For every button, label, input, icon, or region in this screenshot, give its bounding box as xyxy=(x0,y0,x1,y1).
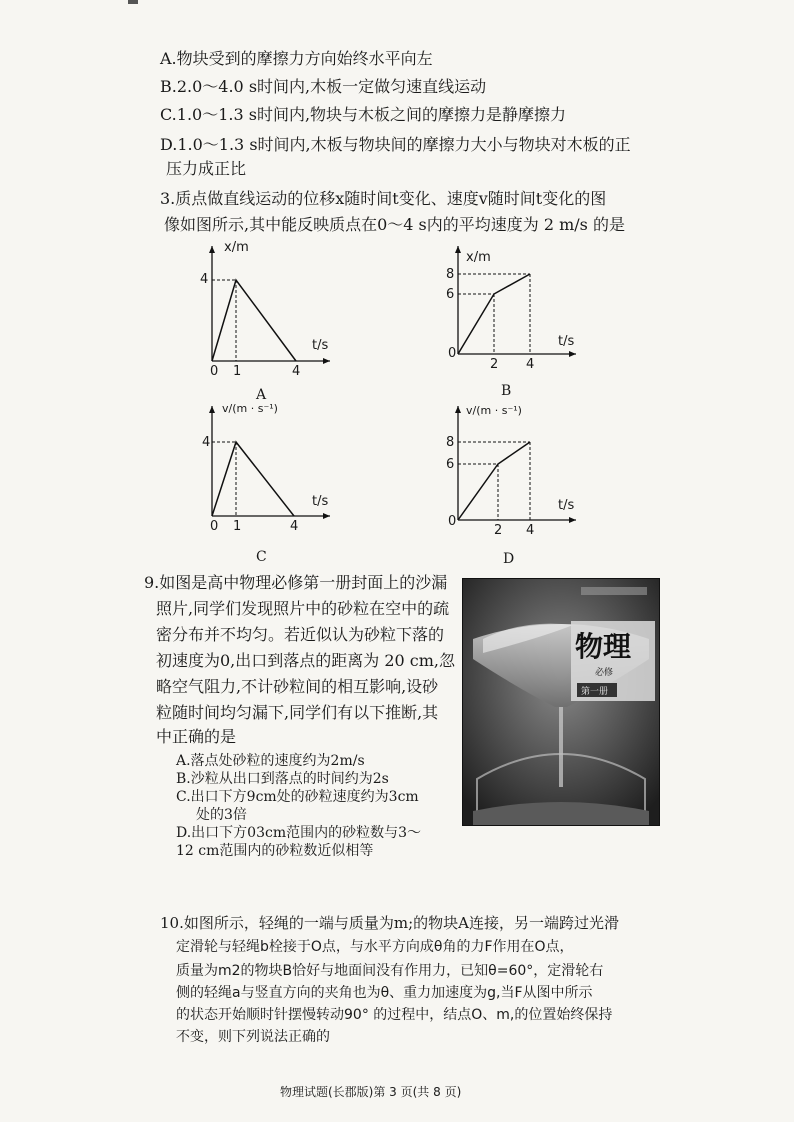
q9-stem-line1: 9.如图是高中物理必修第一册封面上的沙漏 xyxy=(144,573,448,592)
q8-stem-line2: 像如图所示,其中能反映质点在0～4 s内的平均速度为 2 m/s 的是 xyxy=(164,215,625,234)
prev-option-a: A.物块受到的摩擦力方向始终水平向左 xyxy=(160,49,433,68)
graph-b-y-arrow xyxy=(455,246,461,253)
graph-c-caption: C xyxy=(256,549,267,565)
q9-stem-line4: 初速度为0,出口到落点的距离为 20 cm,忽 xyxy=(156,651,456,670)
graph-d xyxy=(436,398,586,548)
graph-a-xtick-1: 1 xyxy=(233,364,242,379)
graph-d-line xyxy=(458,442,530,520)
graph-b-ylabel: x/m xyxy=(466,250,491,265)
graph-a xyxy=(190,236,340,396)
graph-c-ytick: 4 xyxy=(202,435,211,450)
q9-option-b: B.沙粒从出口到落点的时间约为2s xyxy=(176,771,389,787)
graph-a-caption: A xyxy=(256,387,267,403)
graph-a-xtick-2: 4 xyxy=(292,364,301,379)
prev-option-b: B.2.0～4.0 s时间内,木板一定做匀速直线运动 xyxy=(160,77,487,96)
prev-option-c: C.1.0～1.3 s时间内,物块与木板之间的摩擦力是静摩擦力 xyxy=(160,105,567,124)
graph-d-xtick-4: 4 xyxy=(526,523,535,538)
graph-d-x-arrow xyxy=(569,517,576,523)
textbook-cover-photo xyxy=(462,578,660,826)
graph-d-ytick-8: 8 xyxy=(446,435,455,450)
graph-c-xtick-2: 4 xyxy=(290,519,299,534)
cover-title: 物理 xyxy=(575,630,632,663)
q9-option-c: C.出口下方9cm处的砂粒速度约为3cm xyxy=(176,789,419,805)
q8-stem-line1: 3.质点做直线运动的位移x随时间t变化、速度v随时间t变化的图 xyxy=(160,189,607,208)
q9-option-a: A.落点处砂粒的速度约为2m/s xyxy=(176,753,365,769)
graph-d-xtick-2: 2 xyxy=(494,523,503,538)
cover-volume: 第一册 xyxy=(581,687,609,697)
q10-stem-line5: 的状态开始顺时针摆慢转动90° 的过程中，结点O、m,的位置始终保持 xyxy=(176,1007,613,1023)
prev-option-d-cont: 压力成正比 xyxy=(166,159,247,178)
graph-b-xtick-0: 0 xyxy=(448,346,457,361)
graph-b xyxy=(436,236,586,396)
q9-option-d: D.出口下方03cm范围内的砂粒数与3～ xyxy=(176,825,422,841)
graph-c-x-arrow xyxy=(323,513,330,519)
q10-stem-line3: 质量为m2的物块B恰好与地面间没有作用力，已知θ=60°，定滑轮右 xyxy=(176,963,604,979)
q9-stem-line7: 中正确的是 xyxy=(156,727,237,746)
graph-c-y-arrow xyxy=(209,406,215,413)
graph-b-xlabel: t/s xyxy=(558,334,575,349)
graph-c-line xyxy=(212,442,294,516)
graph-c-xtick-0: 0 xyxy=(210,519,219,534)
graph-b-xtick-2: 2 xyxy=(490,357,499,372)
graph-b-svg xyxy=(436,236,586,396)
graph-d-ytick-6: 6 xyxy=(446,457,455,472)
q10-stem-line2: 定滑轮与轻绳b栓接于O点，与水平方向成θ角的力F作用在O点， xyxy=(176,939,574,955)
prev-option-d: D.1.0～1.3 s时间内,木板与物块间的摩擦力大小与物块对木板的正 xyxy=(160,135,631,154)
graph-a-xtick-0: 0 xyxy=(210,364,219,379)
graph-d-xtick-0: 0 xyxy=(448,514,457,529)
graph-b-ytick-8: 8 xyxy=(446,267,455,282)
q9-option-c-cont: 处的3倍 xyxy=(196,807,247,823)
graph-c-ylabel: v/(m · s⁻¹) xyxy=(222,402,278,415)
q9-stem-line3: 密分布并不均匀。若近似认为砂粒下落的 xyxy=(156,625,445,644)
q10-stem-line4: 侧的轻绳a与竖直方向的夹角也为θ、重力加速度为g,当F从图中所示 xyxy=(176,985,593,1001)
graph-c-xlabel: t/s xyxy=(312,494,329,509)
graph-a-ylabel: x/m xyxy=(224,240,249,255)
graph-a-xlabel: t/s xyxy=(312,338,329,353)
graph-b-ytick-6: 6 xyxy=(446,287,455,302)
q10-stem-line6: 不变，则下列说法正确的 xyxy=(176,1029,330,1045)
page-footer: 物理试题(长郡版)第 3 页(共 8 页) xyxy=(280,1085,462,1099)
graph-d-xlabel: t/s xyxy=(558,498,575,513)
graph-d-ylabel: v/(m · s⁻¹) xyxy=(466,404,522,417)
q10-stem-line1: 10.如图所示，轻绳的一端与质量为m;的物块A连接，另一端跨过光滑 xyxy=(160,914,619,932)
graph-a-ytick: 4 xyxy=(200,272,209,287)
graph-d-caption: D xyxy=(503,551,515,567)
scan-mark xyxy=(128,0,138,4)
graph-b-caption: B xyxy=(501,383,512,399)
q9-option-d-cont: 12 cm范围内的砂粒数近似相等 xyxy=(176,843,374,859)
graph-a-line xyxy=(212,280,296,361)
graph-d-y-arrow xyxy=(455,406,461,413)
graph-c xyxy=(190,398,340,548)
graph-b-x-arrow xyxy=(569,351,576,357)
graph-c-xtick-1: 1 xyxy=(233,519,242,534)
cover-subtitle: 必修 xyxy=(595,668,614,678)
hourglass-illustration xyxy=(463,579,659,825)
q9-stem-line5: 略空气阻力,不计砂粒间的相互影响,设砂 xyxy=(156,677,439,696)
graph-a-y-arrow xyxy=(209,246,215,253)
q9-stem-line2: 照片,同学们发现照片中的砂粒在空中的疏 xyxy=(156,599,450,618)
graph-d-svg xyxy=(436,398,586,548)
graph-a-x-arrow xyxy=(323,358,330,364)
graph-b-xtick-4: 4 xyxy=(526,357,535,372)
q9-stem-line6: 粒随时间均匀漏下,同学们有以下推断,其 xyxy=(156,703,439,722)
